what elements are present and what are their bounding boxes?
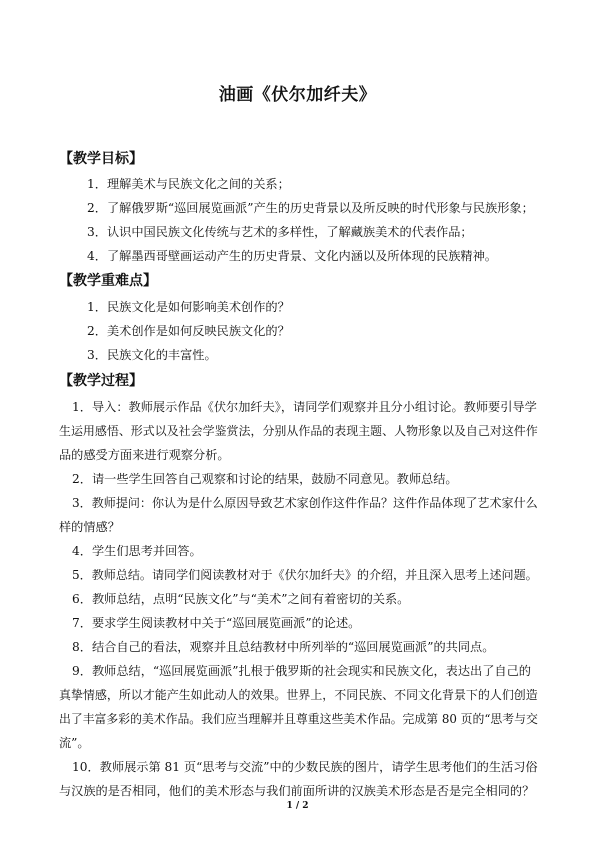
goal-item: 3．认识中国民族文化传统与艺术的多样性，了解藏族美术的代表作品； [87, 225, 473, 239]
process-line: 7．要求学生阅读教材中关于“巡回展览画派”的论述。 [72, 616, 361, 630]
key-point-item: 2．美术创作是如何反映民族文化的？ [87, 324, 290, 338]
process-line: 出了丰富多彩的美术作品。我们应当理解并且尊重这些美术作品。完成第 80 页的“思考与交 [59, 712, 538, 726]
goal-item: 2．了解俄罗斯“巡回展览画派”产生的历史背景以及所反映的时代形象与民族形象； [87, 201, 534, 215]
process-line: 1．导入：教师展示作品《伏尔加纤夫》，请同学们观察并且分小组讨论。教师要引导学 [72, 400, 537, 414]
page-number: 1 / 2 [286, 801, 309, 811]
process-line: 3．教师提问：你认为是什么原因导致艺术家创作这件作品？这件作品体现了艺术家什么 [72, 496, 538, 510]
process-line: 9．教师总结，“巡回展览画派”扎根于俄罗斯的社会现实和民族文化，表达出了自己的 [72, 664, 531, 678]
process-line: 2．请一些学生回答自己观察和讨论的结果，鼓励不同意见。教师总结。 [72, 472, 458, 486]
process-line: 5．教师总结。请同学们阅读教材对于《伏尔加纤夫》的介绍，并且深入思考上述问题。 [72, 568, 538, 582]
key-point-item: 1．民族文化是如何影响美术创作的？ [87, 300, 290, 314]
page-title: 油画《伏尔加纤夫》 [218, 85, 377, 105]
process-line: 4．学生们思考并回答。 [72, 544, 202, 558]
section-heading-process: 【教学过程】 [59, 373, 143, 389]
process-line: 样的情感？ [59, 520, 120, 534]
process-line: 10．教师展示第 81 页“思考与交流”中的少数民族的图片，请学生思考他们的生活习俗 [72, 760, 538, 774]
process-line: 真挚情感，所以才能产生如此动人的效果。世界上，不同民族、不同文化背景下的人们创造 [59, 688, 538, 702]
process-line: 流”。 [59, 736, 90, 750]
goal-item: 4．了解墨西哥壁画运动产生的历史背景、文化内涵以及所体现的民族精神。 [87, 249, 497, 263]
key-point-item: 3．民族文化的丰富性。 [87, 348, 217, 362]
section-heading-goals: 【教学目标】 [59, 151, 143, 167]
process-line: 品的感受方面来进行观察分析。 [59, 448, 230, 462]
section-heading-key-points: 【教学重难点】 [59, 273, 157, 289]
goal-item: 1．理解美术与民族文化之间的关系； [87, 177, 290, 191]
process-line: 生运用感悟、形式以及社会学鉴赏法，分别从作品的表现主题、人物形象以及自己对这件作 [59, 424, 538, 438]
process-line: 6．教师总结，点明“民族文化”与“美术”之间有着密切的关系。 [72, 592, 410, 606]
process-line: 8．结合自己的看法，观察并且总结教材中所列举的“巡回展览画派”的共同点。 [72, 640, 495, 654]
process-line: 与汉族的是否相同，他们的美术形态与我们前面所讲的汉族美术形态是否是完全相同的？ [59, 784, 535, 798]
